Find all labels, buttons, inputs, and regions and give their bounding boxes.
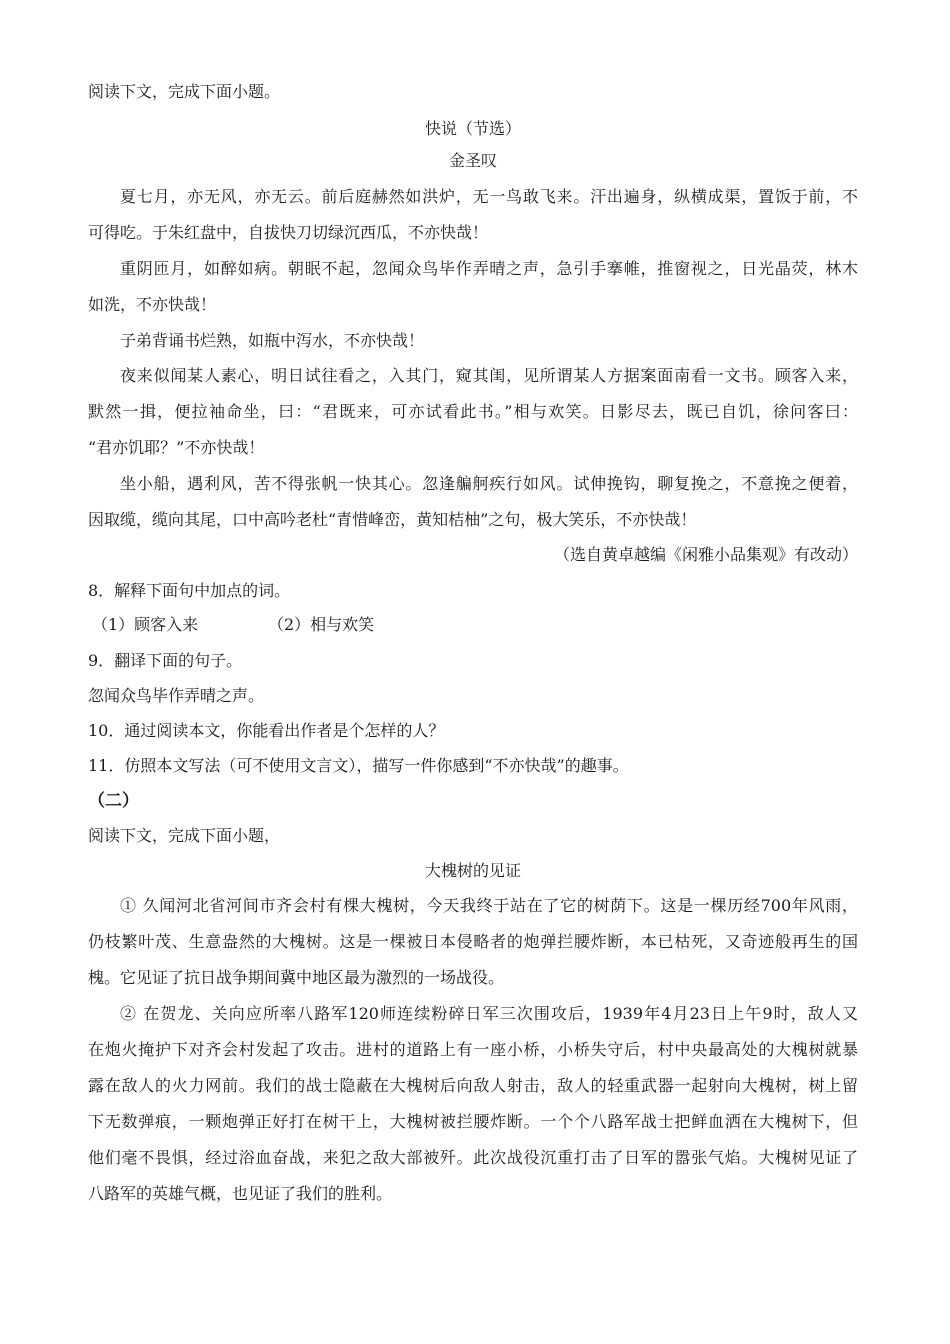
source-citation: （选自黄卓越编《闲雅小品集观》有改动） — [553, 545, 858, 564]
paragraph-line: 可得吃。于朱红盘中，自拔快刀切绿沉西瓜，不亦快哉！ — [88, 223, 489, 242]
instruction-part2: 阅读下文，完成下面小题， — [88, 826, 281, 845]
question-8-item-2: （2）相与欢笑 — [268, 615, 375, 634]
paragraph-line: 在炮火掩护下对齐会村发起了攻击。进村的道路上有一座小桥，小桥失守后，村中央最高处的大槐树就暴 — [88, 1040, 858, 1059]
question-9-sentence: 忽闻众鸟毕作弄晴之声。 — [88, 686, 265, 705]
paragraph-line: 露在敌人的火力网前。我们的战士隐蔽在大槐树后向敌人射击，敌人的轻重武器一起射向大槐树，树上留 — [88, 1076, 858, 1095]
instruction-part1: 阅读下文，完成下面小题。 — [88, 82, 281, 101]
question-8-item-1: （1）顾客入来 — [92, 615, 199, 634]
paragraph-line: 槐。它见证了抗日战争期间冀中地区最为激烈的一场战役。 — [88, 968, 505, 987]
article-title-huai-shu: 大槐树的见证 — [424, 861, 521, 880]
article-author: 金圣叹 — [448, 151, 497, 170]
paragraph-line: ② 在贺龙、关向应所率八路军120师连续粉碎日军三次围攻后，1939年4月23日上午9时，敌人又 — [120, 1004, 858, 1023]
paragraph-line: 八路军的英雄气概，也见证了我们的胜利。 — [88, 1184, 393, 1203]
question-10: 10．通过阅读本文，你能看出作者是个怎样的人？ — [88, 721, 445, 740]
paragraph-line: 如洗，不亦快哉！ — [88, 295, 217, 314]
paragraph-line: 重阴匝月，如醉如病。朝眠不起，忽闻众鸟毕作弄晴之声，急引手搴帷，推窗视之，日光晶荧，林木 — [120, 259, 858, 278]
question-11: 11．仿照本文写法（可不使用文言文），描写一件你感到“不亦快哉”的趣事。 — [88, 756, 629, 775]
paragraph-line: 仍枝繁叶茂、生意盎然的大槐树。这是一棵被日本侵略者的炮弹拦腰炸断，本已枯死，又奇迹般再生的国 — [88, 932, 858, 951]
paragraph-line: 夜来似闻某人素心，明日试往看之，入其门，窥其闺，见所谓某人方据案面南看一文书。顾客入来， — [120, 366, 858, 385]
section-heading-two: （二） — [88, 791, 139, 811]
article-title-kuai-shuo: 快说（节选） — [424, 119, 521, 138]
paragraph-line: 默然一揖，便拉袖命坐，曰：“君既来，可亦试看此书。”相与欢笑。日影尽去，既已自饥，徐问客曰： — [88, 402, 858, 421]
paragraph-line: 他们毫不畏惧，经过浴血奋战，来犯之敌大部被歼。此次战役沉重打击了日军的嚣张气焰。大槐树见证了 — [88, 1148, 858, 1167]
question-8: 8．解释下面句中加点的词。 — [88, 581, 291, 600]
paragraph-line: ① 久闻河北省河间市齐会村有棵大槐树，今天我终于站在了它的树荫下。这是一棵历经700年风雨， — [120, 896, 858, 915]
question-9: 9．翻译下面的句子。 — [88, 651, 243, 670]
paragraph-line: 下无数弹痕，一颗炮弹正好打在树干上，大槐树被拦腰炸断。一个个八路军战士把鲜血洒在大槐树下，但 — [88, 1112, 858, 1131]
paragraph-line: “君亦饥耶？”不亦快哉！ — [88, 438, 265, 457]
paragraph-line: 子弟背诵书烂熟，如瓶中泻水，不亦快哉！ — [120, 331, 425, 350]
paragraph-line: 夏七月，亦无风，亦无云。前后庭赫然如洪炉，无一鸟敢飞来。汗出遍身，纵横成渠，置饭于前，不 — [120, 187, 858, 206]
paragraph-line: 坐小船，遇利风，苦不得张帆一快其心。忽逢艑舸疾行如风。试伸挽钩，聊复挽之，不意挽之便着， — [120, 474, 858, 493]
paragraph-line: 因取缆，缆向其尾，口中高吟老杜“青惜峰峦，黄知桔柚”之句，极大笑乐，不亦快哉！ — [88, 510, 697, 529]
